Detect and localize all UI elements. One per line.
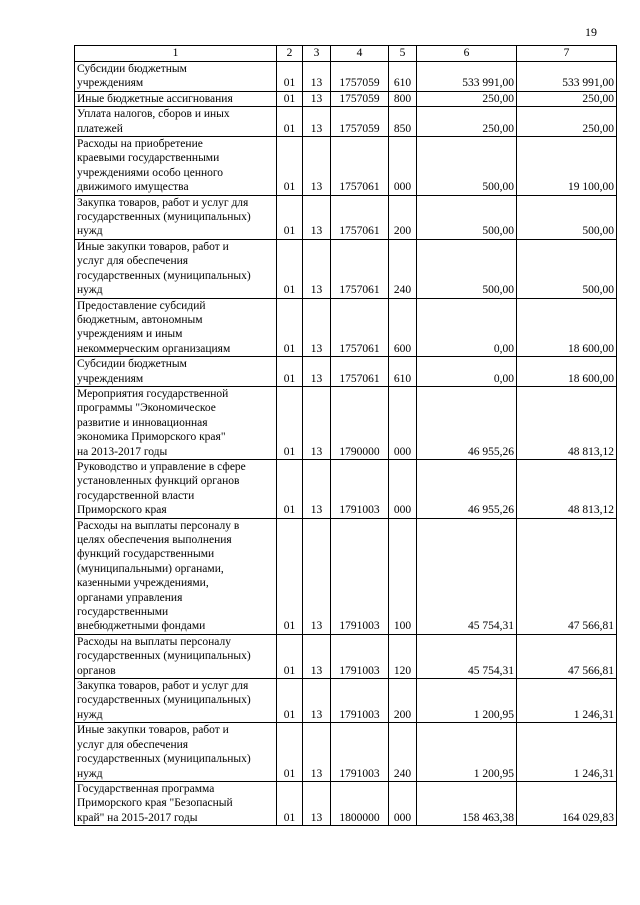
subsection-code-cell: 13 (303, 298, 331, 357)
amount-cell: 500,00 (417, 239, 517, 298)
target-item-cell: 1791003 (331, 518, 389, 634)
amount-cell: 250,00 (417, 107, 517, 137)
amount-cell: 500,00 (417, 137, 517, 196)
subsection-code-cell: 13 (303, 91, 331, 106)
target-item-cell: 1791003 (331, 679, 389, 723)
amount-cell: 48 813,12 (517, 459, 617, 518)
amount-cell: 250,00 (417, 91, 517, 106)
amount-cell: 158 463,38 (417, 781, 517, 825)
amount-cell: 0,00 (417, 298, 517, 357)
table-row (75, 357, 617, 387)
item-name-cell: Субсидии бюджетным учреждениям (75, 62, 277, 92)
header-row (75, 46, 617, 62)
expense-type-cell: 120 (389, 634, 417, 678)
target-item-cell: 1757061 (331, 357, 389, 387)
amount-cell: 1 246,31 (517, 723, 617, 782)
subsection-code-cell: 13 (303, 62, 331, 92)
table-row (75, 518, 617, 634)
item-name-cell: Предоставление субсидий бюджетным, автономным учреждениям и иным некоммерческим организациям (75, 298, 277, 357)
item-name-cell: Руководство и управление в сфере установленных функций органов государственной власти Приморского края (75, 459, 277, 518)
amount-cell: 533 991,00 (517, 62, 617, 92)
subsection-code-cell: 13 (303, 781, 331, 825)
table-row (75, 723, 617, 782)
table-row (75, 137, 617, 196)
item-name-cell: Субсидии бюджетным учреждениям (75, 357, 277, 387)
subsection-code-cell: 13 (303, 137, 331, 196)
item-name-cell: Иные закупки товаров, работ и услуг для обеспечения государственных (муниципальных) нужд (75, 723, 277, 782)
expense-type-cell: 800 (389, 91, 417, 106)
target-item-cell: 1790000 (331, 386, 389, 459)
column-header: 1 (75, 46, 277, 62)
amount-cell: 500,00 (517, 239, 617, 298)
subsection-code-cell: 13 (303, 357, 331, 387)
subsection-code-cell: 13 (303, 679, 331, 723)
section-code-cell: 01 (277, 298, 303, 357)
table-row (75, 195, 617, 239)
column-header: 4 (331, 46, 389, 62)
section-code-cell: 01 (277, 357, 303, 387)
amount-cell: 47 566,81 (517, 634, 617, 678)
target-item-cell: 1791003 (331, 634, 389, 678)
subsection-code-cell: 13 (303, 386, 331, 459)
expense-type-cell: 000 (389, 459, 417, 518)
subsection-code-cell: 13 (303, 518, 331, 634)
table-row (75, 91, 617, 106)
amount-cell: 1 200,95 (417, 679, 517, 723)
column-header: 6 (417, 46, 517, 62)
expense-type-cell: 000 (389, 137, 417, 196)
amount-cell: 18 600,00 (517, 357, 617, 387)
amount-cell: 1 200,95 (417, 723, 517, 782)
item-name-cell: Закупка товаров, работ и услуг для государственных (муниципальных) нужд (75, 679, 277, 723)
item-name-cell: Иные бюджетные ассигнования (75, 91, 277, 106)
item-name-cell: Закупка товаров, работ и услуг для государственных (муниципальных) нужд (75, 195, 277, 239)
table-row (75, 634, 617, 678)
amount-cell: 46 955,26 (417, 386, 517, 459)
subsection-code-cell: 13 (303, 459, 331, 518)
budget-table (74, 45, 617, 826)
item-name-cell: Государственная программа Приморского края "Безопасный край" на 2015-2017 годы (75, 781, 277, 825)
table-row (75, 386, 617, 459)
section-code-cell: 01 (277, 723, 303, 782)
item-name-cell: Мероприятия государственной программы "Экономическое развитие и инновационная экономика Приморского края" на 2013-2017 годы (75, 386, 277, 459)
target-item-cell: 1757061 (331, 298, 389, 357)
target-item-cell: 1791003 (331, 459, 389, 518)
section-code-cell: 01 (277, 239, 303, 298)
amount-cell: 45 754,31 (417, 634, 517, 678)
expense-type-cell: 240 (389, 239, 417, 298)
table-row (75, 679, 617, 723)
target-item-cell: 1791003 (331, 723, 389, 782)
column-header: 3 (303, 46, 331, 62)
expense-type-cell: 610 (389, 62, 417, 92)
section-code-cell: 01 (277, 781, 303, 825)
section-code-cell: 01 (277, 459, 303, 518)
amount-cell: 533 991,00 (417, 62, 517, 92)
expense-type-cell: 240 (389, 723, 417, 782)
section-code-cell: 01 (277, 634, 303, 678)
amount-cell: 18 600,00 (517, 298, 617, 357)
subsection-code-cell: 13 (303, 634, 331, 678)
subsection-code-cell: 13 (303, 723, 331, 782)
item-name-cell: Иные закупки товаров, работ и услуг для обеспечения государственных (муниципальных) нужд (75, 239, 277, 298)
expense-type-cell: 000 (389, 386, 417, 459)
target-item-cell: 1757059 (331, 62, 389, 92)
expense-type-cell: 100 (389, 518, 417, 634)
amount-cell: 48 813,12 (517, 386, 617, 459)
item-name-cell: Уплата налогов, сборов и иных платежей (75, 107, 277, 137)
target-item-cell: 1757061 (331, 137, 389, 196)
table-row (75, 298, 617, 357)
table-row (75, 107, 617, 137)
amount-cell: 0,00 (417, 357, 517, 387)
column-header: 5 (389, 46, 417, 62)
amount-cell: 46 955,26 (417, 459, 517, 518)
table-row (75, 239, 617, 298)
amount-cell: 164 029,83 (517, 781, 617, 825)
section-code-cell: 01 (277, 386, 303, 459)
target-item-cell: 1757059 (331, 107, 389, 137)
item-name-cell: Расходы на выплаты персоналу государственных (муниципальных) органов (75, 634, 277, 678)
table-body (75, 62, 617, 826)
subsection-code-cell: 13 (303, 107, 331, 137)
subsection-code-cell: 13 (303, 195, 331, 239)
amount-cell: 47 566,81 (517, 518, 617, 634)
amount-cell: 500,00 (517, 195, 617, 239)
amount-cell: 45 754,31 (417, 518, 517, 634)
amount-cell: 250,00 (517, 91, 617, 106)
expense-type-cell: 850 (389, 107, 417, 137)
expense-type-cell: 200 (389, 195, 417, 239)
table-row (75, 62, 617, 92)
column-header: 7 (517, 46, 617, 62)
page-number: 19 (585, 25, 597, 39)
section-code-cell: 01 (277, 195, 303, 239)
target-item-cell: 1757059 (331, 91, 389, 106)
expense-type-cell: 610 (389, 357, 417, 387)
amount-cell: 19 100,00 (517, 137, 617, 196)
expense-type-cell: 600 (389, 298, 417, 357)
amount-cell: 1 246,31 (517, 679, 617, 723)
column-header: 2 (277, 46, 303, 62)
item-name-cell: Расходы на приобретение краевыми государственными учреждениями особо ценного движимого имущества (75, 137, 277, 196)
section-code-cell: 01 (277, 107, 303, 137)
section-code-cell: 01 (277, 679, 303, 723)
table-row (75, 781, 617, 825)
section-code-cell: 01 (277, 91, 303, 106)
target-item-cell: 1757061 (331, 195, 389, 239)
subsection-code-cell: 13 (303, 239, 331, 298)
target-item-cell: 1800000 (331, 781, 389, 825)
expense-type-cell: 200 (389, 679, 417, 723)
table-row (75, 459, 617, 518)
amount-cell: 500,00 (417, 195, 517, 239)
section-code-cell: 01 (277, 62, 303, 92)
target-item-cell: 1757061 (331, 239, 389, 298)
section-code-cell: 01 (277, 137, 303, 196)
section-code-cell: 01 (277, 518, 303, 634)
expense-type-cell: 000 (389, 781, 417, 825)
item-name-cell: Расходы на выплаты персоналу в целях обеспечения выполнения функций государственными (муниципальными) органами, казенными учреждениями, органами управления государственными внебюджетными фондами (75, 518, 277, 634)
amount-cell: 250,00 (517, 107, 617, 137)
